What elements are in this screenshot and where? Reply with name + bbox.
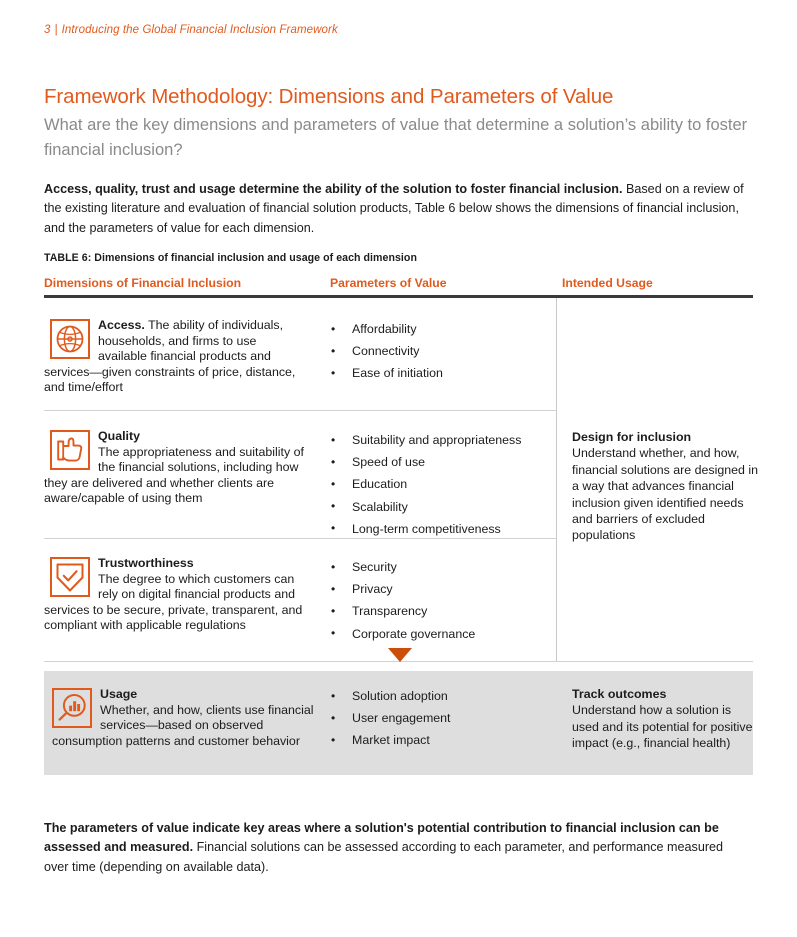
list-item: • Connectivity	[330, 340, 556, 362]
column-header-dimensions: Dimensions of Financial Inclusion	[44, 276, 242, 290]
list-item: • Education	[330, 473, 556, 495]
parameters-cell-quality	[330, 429, 556, 540]
dimension-title-trustworthiness: Trustworthiness	[98, 556, 194, 570]
dimension-text-usage: Whether, and how, clients use financial services—based on observed consumption patterns and customer behavior	[52, 702, 314, 748]
shield-check-icon	[50, 557, 90, 597]
parameters-cell-trustworthiness	[330, 556, 556, 645]
dimension-text-access: The ability of individuals, households, and firms to use available financial products and services—given constraints of price, distance, and time/effort	[44, 318, 296, 395]
closing-paragraph	[44, 819, 750, 878]
page-number: 3	[44, 24, 51, 36]
intended-usage-cell-design	[572, 429, 762, 544]
column-header-intended-usage: Intended Usage	[562, 276, 653, 290]
list-item: • Ease of initiation	[330, 362, 556, 384]
list-item: • Scalability	[330, 496, 556, 518]
parameters-cell-access	[330, 318, 556, 385]
closing-paragraph-lead: The parameters of value indicate key areas where a solution's potential contribution to financial inclusion can be assessed and measured.	[44, 820, 719, 855]
dimension-text-trustworthiness: The degree to which customers can rely on digital financial products and services to be secure, private, transparent, and compliant with applicable regulations	[44, 571, 303, 633]
list-item: • Market impact	[330, 729, 556, 751]
arrow-down-icon	[388, 648, 412, 662]
intro-paragraph	[44, 180, 750, 239]
list-item: • Speed of use	[330, 451, 556, 473]
list-item: • Privacy	[330, 578, 556, 600]
dimension-cell-usage	[52, 687, 314, 749]
table-caption: TABLE 6: Dimensions of financial inclusion and usage of each dimension	[44, 252, 417, 264]
running-head-title: Introducing the Global Financial Inclusion Framework	[61, 24, 338, 36]
running-head-separator: |	[54, 24, 58, 36]
usage-magnifier-chart-icon	[52, 688, 92, 728]
dimension-cell-quality	[44, 429, 304, 507]
list-item: • Solution adoption	[330, 685, 556, 707]
dimensions-table	[44, 276, 758, 641]
page-title: Framework Methodology: Dimensions and Parameters of Value	[44, 84, 614, 108]
list-item: • Suitability and appropriateness	[330, 429, 556, 451]
closing-paragraph-rest: Financial solutions can be assessed according to each parameter, and performance measured over time (depending on available data).	[44, 840, 724, 874]
page-subtitle: What are the key dimensions and parameters of value that determine a solution’s ability to foster financial inclusion?	[44, 116, 748, 159]
dimension-text-quality: The appropriateness and suitability of the financial solutions, including how they are delivered and whether clients are aware/capable of using them	[44, 444, 304, 506]
list-item: • Transparency	[330, 600, 556, 622]
parameters-cell-usage	[330, 685, 556, 752]
table-vertical-divider	[556, 298, 557, 661]
intended-usage-heading: Track outcomes	[572, 687, 667, 701]
usage-band	[44, 671, 753, 775]
table-row-divider	[44, 410, 556, 411]
list-item: • Corporate governance	[330, 623, 556, 645]
thumbs-up-icon	[50, 430, 90, 470]
table-header-row	[44, 276, 753, 295]
list-item: • Long-term competitiveness	[330, 518, 556, 540]
list-item: • User engagement	[330, 707, 556, 729]
dimension-cell-trustworthiness	[44, 556, 304, 634]
intended-usage-text: Understand how a solution is used and its potential for positive impact (e.g., financial health)	[572, 703, 753, 751]
dimension-cell-access	[44, 318, 304, 396]
dimension-title-usage: Usage	[100, 687, 138, 701]
dimension-title-access: Access.	[98, 318, 145, 332]
list-item: • Affordability	[330, 318, 556, 340]
intended-usage-heading: Design for inclusion	[572, 430, 692, 444]
table-body	[44, 298, 758, 661]
intro-paragraph-lead: Access, quality, trust and usage determine the ability of the solution to foster financial inclusion.	[44, 181, 623, 196]
globe-icon	[50, 319, 90, 359]
intended-usage-cell-track	[572, 686, 758, 752]
list-item: • Security	[330, 556, 556, 578]
intro-paragraph-rest: Based on a review of the existing literature and evaluation of financial solution products, Table 6 below shows the dimensions of financial inclusion, and the parameters of value for each dimension.	[44, 181, 744, 235]
dimension-title-quality: Quality	[98, 429, 140, 443]
intended-usage-text: Understand whether, and how, financial solutions are designed in a way that advances financial inclusion given identified needs and barriers of excluded populations	[572, 446, 758, 543]
running-head	[44, 24, 338, 36]
column-header-parameters: Parameters of Value	[330, 276, 447, 290]
